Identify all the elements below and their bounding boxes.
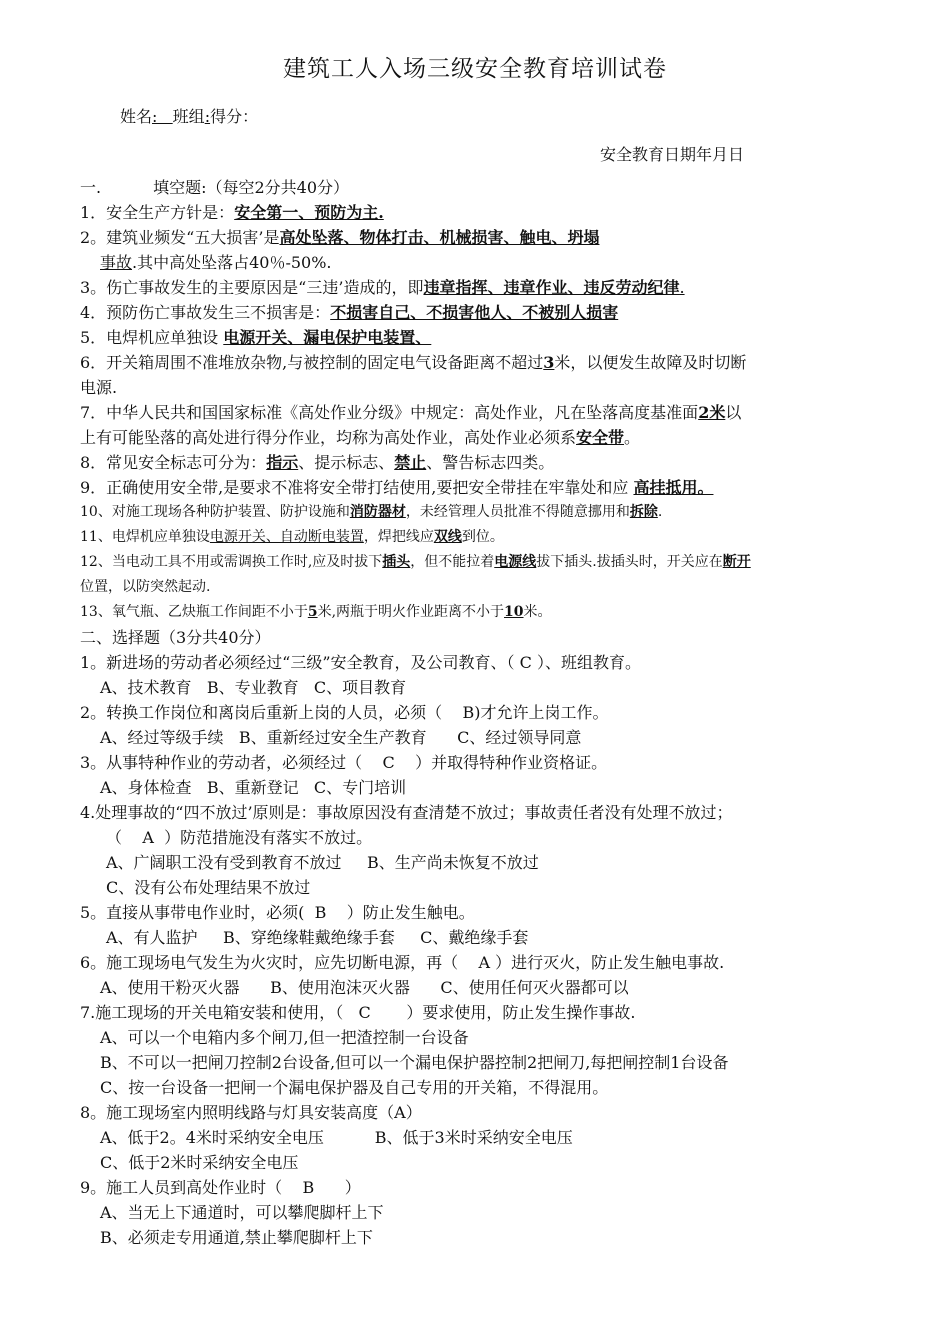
answer: 安全带 — [576, 428, 625, 447]
fill-question-10: 10、对施工现场各种防护装置、防护设施和消防器材，未经管理人员批准不得随意挪用和拆除. — [80, 504, 663, 520]
fill-question-12: 12、当电动工具不用或需调换工作时,应及时拔下插头，但不能拉着电源线拔下插头.拔插头时，开关应在断开 — [80, 554, 751, 570]
fill-question-6: 6．开关箱周围不准堆放杂物,与被控制的固定电气设备距离不超过3米，以便发生故障及时切断 — [80, 353, 747, 372]
answer: 插头 — [382, 554, 411, 570]
student-info-line — [120, 104, 258, 127]
choice-question-9: 9。施工人员到高处作业时（ B ） — [80, 1178, 361, 1197]
answer: 禁止 — [394, 453, 427, 472]
choice-options-4a: A、广阔职工没有受到教育不放过 B、生产尚未恢复不放过 — [106, 853, 539, 872]
answer: 违章指挥、违章作业、违反劳动纪律 — [423, 278, 680, 297]
fill-question-1: 1．安全生产方针是：安全第一、预防为主. — [80, 203, 384, 222]
choice-options-8b: C、低于2米时采纳安全电压 — [100, 1153, 299, 1172]
choice-question-4-cont: （ A ）防范措施没有落实不放过。 — [106, 828, 373, 847]
page-title: 建筑工人入场三级安全教育培训试卷 — [283, 56, 667, 82]
answer: 指示 — [266, 453, 299, 472]
answer: 10 — [504, 604, 524, 620]
choice-question-4: 4.处理事故的“四不放过’原则是：事故原因没有查清楚不放过；事故责任者没有处理不放过； — [80, 803, 733, 822]
choice-question-8: 8。施工现场室内照明线路与灯具安装高度（A） — [80, 1103, 422, 1122]
answer: 不损害自己、不损害他人、不被别人损害 — [330, 303, 619, 322]
fill-question-7-cont: 上有可能坠落的高处进行得分作业，均称为高处作业，高处作业必须系安全带。 — [80, 428, 641, 447]
choice-question-6: 6。施工现场电气发生为火灾时，应先切断电源，再（ A ）进行灭火，防止发生触电事故. — [80, 953, 725, 972]
choice-option-9b: B、必须走专用通道,禁止攀爬脚杆上下 — [100, 1228, 373, 1247]
name-blank: : — [152, 107, 173, 126]
answer: 高挂抵用。 — [633, 478, 714, 497]
class-label: 班组 — [172, 107, 205, 126]
choice-question-1: 1。新进场的劳动者必须经过“三级”安全教育，及公司教育、（ C ）、班组教育。 — [80, 653, 641, 672]
answer: 5 — [307, 604, 318, 620]
choice-question-2: 2。转换工作岗位和离岗后重新上岗的人员，必须（ B)才允许上岗工作。 — [80, 703, 609, 722]
fill-question-12-cont: 位置，以防突然起动. — [80, 579, 211, 595]
answer: 2米 — [698, 403, 726, 422]
choice-options-3: A、身体检查 B、重新登记 C、专门培训 — [100, 778, 407, 797]
fill-question-6-cont: 电源. — [80, 378, 118, 397]
score-label: 得分： — [210, 107, 259, 126]
choice-question-5: 5。直接从事带电作业时，必须( B ）防止发生触电。 — [80, 903, 475, 922]
fill-question-2: 2。建筑业频发“五大损害’是高处坠落、物体打击、机械损害、触电、坍塌 — [80, 228, 600, 247]
class-blank: : — [204, 107, 211, 126]
exam-content — [80, 175, 885, 1250]
education-date: 安全教育日期年月日 — [600, 145, 745, 164]
name-label: 姓名 — [120, 107, 153, 126]
fill-question-9: 9．正确使用安全带,是要求不准将安全带打结使用,要把安全带挂在牢靠处和应 高挂抵用。 — [80, 478, 714, 497]
answer: 拆除 — [629, 504, 658, 520]
section1-heading: 一. 填空题:（每空2分共40分） — [80, 178, 350, 197]
fill-question-11: 11、电焊机应单独设电源开关、自动断电装置，焊把线应双线到位。 — [80, 529, 504, 545]
choice-option-7a: A、可以一个电箱内多个闸刀,但一把渣控制一台设备 — [100, 1028, 469, 1047]
choice-question-3: 3。从事特种作业的劳动者，必须经过（ C ）并取得特种作业资格证。 — [80, 753, 608, 772]
section2-heading: 二、选择题（3分共40分） — [80, 628, 271, 647]
choice-option-7b: B、不可以一把闸刀控制2台设备,但可以一个漏电保护器控制2把闸刀,每把闸控制1台设备 — [100, 1053, 729, 1072]
answer: 电源开关、自动断电装置 — [209, 529, 364, 545]
choice-options-5: A、有人监护 B、穿绝缘鞋戴绝缘手套 C、戴绝缘手套 — [106, 928, 529, 947]
answer: 3 — [543, 353, 555, 372]
answer: 事故 — [100, 253, 133, 272]
answer: 双线 — [433, 529, 462, 545]
choice-option-7c: C、按一台设备一把闸一个漏电保护器及自己专用的开关箱，不得混用。 — [100, 1078, 609, 1097]
fill-question-3: 3。伤亡事故发生的主要原因是“三违’造成的，即违章指挥、违章作业、违反劳动纪律. — [80, 278, 685, 297]
choice-options-8a: A、低于2。4米时采纳安全电压 B、低于3米时采纳安全电压 — [100, 1128, 573, 1147]
choice-question-7: 7.施工现场的开关电箱安装和使用，（ C ）要求使用，防止发生操作事故. — [80, 1003, 636, 1022]
fill-question-5: 5．电焊机应单独设 电源开关、漏电保护电装置、 — [80, 328, 432, 347]
fill-question-4: 4．预防伤亡事故发生三不损害是：不损害自己、不损害他人、不被别人损害 — [80, 303, 619, 322]
fill-question-13: 13、氧气瓶、乙炔瓶工作间距不小于5米,两瓶于明火作业距离不小于10米。 — [80, 604, 552, 620]
answer: 断开 — [722, 554, 751, 570]
choice-options-1: A、技术教育 B、专业教育 C、项目教育 — [100, 678, 407, 697]
answer: 安全第一、预防为主. — [234, 203, 384, 222]
fill-question-8: 8．常见安全标志可分为：指示、提示标志、禁止、警告标志四类。 — [80, 453, 555, 472]
fill-question-2-cont: 事故.其中高处坠落占40％-50%. — [100, 253, 332, 272]
choice-options-4b: C、没有公布处理结果不放过 — [106, 878, 311, 897]
fill-question-7: 7．中华人民共和国国家标准《高处作业分级》中规定：高处作业，凡在坠落高度基准面2米以 — [80, 403, 742, 422]
answer: 电源开关、漏电保护电装置、 — [223, 328, 432, 347]
choice-option-9a: A、当无上下通道时，可以攀爬脚杆上下 — [100, 1203, 384, 1222]
answer: 电源线 — [494, 554, 537, 570]
answer: 高处坠落、物体打击、机械损害、触电、坍塌 — [279, 228, 600, 247]
choice-options-2: A、经过等级手续 B、重新经过安全生产教育 C、经过领导同意 — [100, 728, 582, 747]
choice-options-6: A、使用干粉灭火器 B、使用泡沫灭火器 C、使用任何灭火器都可以 — [100, 978, 629, 997]
answer: 消防器材 — [349, 504, 406, 520]
